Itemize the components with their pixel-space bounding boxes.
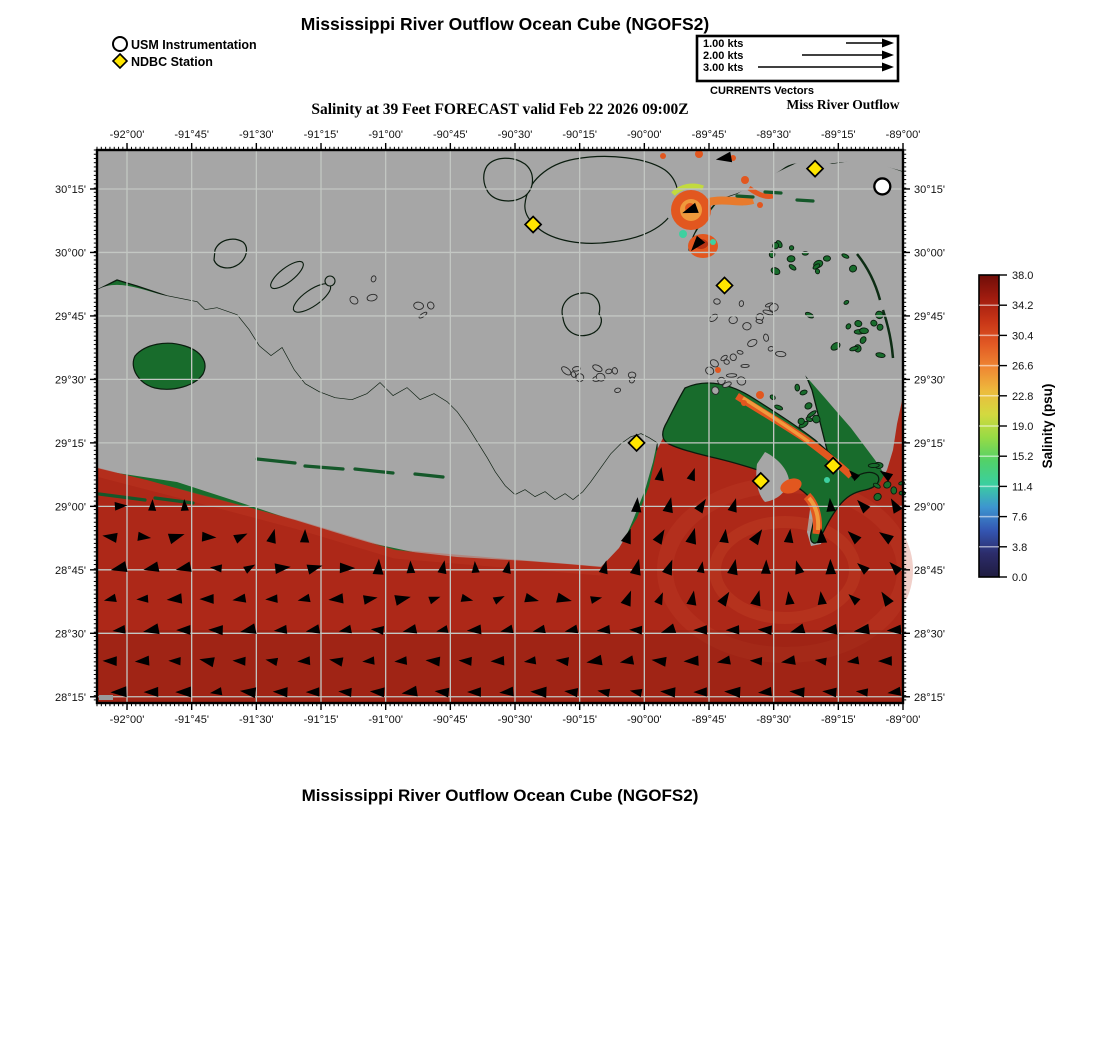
svg-text:28°15': 28°15' (55, 691, 86, 704)
svg-text:-89°00': -89°00' (885, 129, 921, 141)
svg-text:-89°15': -89°15' (821, 714, 856, 726)
svg-text:-91°45': -91°45' (174, 129, 209, 141)
svg-text:0.0: 0.0 (1012, 572, 1028, 584)
vector-row-1-label: 1.00 kts (703, 38, 744, 50)
svg-text:-90°00': -90°00' (627, 129, 662, 141)
svg-text:30°00': 30°00' (55, 247, 86, 260)
usm-legend-label: USM Instrumentation (131, 38, 257, 52)
currents-vector-legend (697, 36, 898, 97)
svg-text:15.2: 15.2 (1012, 451, 1034, 464)
svg-text:-89°00': -89°00' (885, 714, 921, 726)
svg-text:38.0: 38.0 (1012, 270, 1034, 282)
svg-text:19.0: 19.0 (1012, 421, 1034, 433)
page-title: Mississippi River Outflow Ocean Cube (NGOFS2) (300, 14, 710, 34)
svg-text:-90°30': -90°30' (497, 129, 533, 141)
svg-text:-89°15': -89°15' (821, 129, 856, 141)
svg-text:29°30': 29°30' (55, 374, 86, 387)
svg-text:30°15': 30°15' (914, 183, 945, 196)
svg-text:34.2: 34.2 (1012, 300, 1034, 313)
svg-text:-89°45': -89°45' (691, 714, 727, 726)
svg-text:-91°15': -91°15' (303, 714, 339, 726)
svg-text:29°45': 29°45' (55, 310, 86, 323)
ndbc-diamond-icon (113, 54, 127, 68)
svg-text:29°30': 29°30' (914, 374, 945, 387)
svg-text:-91°30': -91°30' (239, 714, 274, 726)
svg-text:28°30': 28°30' (914, 628, 945, 641)
svg-text:28°15': 28°15' (914, 691, 945, 704)
footer-title: Mississippi River Outflow Ocean Cube (NGOFS2) (301, 786, 699, 805)
svg-text:-90°00': -90°00' (627, 714, 662, 726)
map-area (55, 129, 945, 726)
svg-text:-90°45': -90°45' (433, 129, 468, 141)
svg-text:22.8: 22.8 (1012, 390, 1034, 403)
svg-text:-91°00': -91°00' (368, 714, 403, 726)
svg-text:28°30': 28°30' (55, 628, 86, 641)
ndbc-legend-label: NDBC Station (131, 55, 213, 69)
svg-text:-92°00': -92°00' (109, 714, 145, 726)
svg-text:-90°30': -90°30' (497, 714, 533, 726)
svg-text:-89°30': -89°30' (756, 129, 791, 141)
region-label: Miss River Outflow (786, 97, 900, 112)
svg-text:-92°00': -92°00' (109, 129, 145, 141)
usm-circle-icon (113, 37, 127, 51)
svg-text:29°15': 29°15' (55, 437, 86, 450)
svg-text:29°15': 29°15' (914, 437, 945, 450)
svg-text:-91°45': -91°45' (174, 714, 209, 726)
vector-row-3-label: 3.00 kts (703, 62, 744, 74)
lake-salvador (562, 293, 601, 336)
svg-text:28°45': 28°45' (55, 564, 86, 577)
subtitle: Salinity at 39 Feet FORECAST valid Feb 22 2026 09:00Z (311, 101, 689, 118)
svg-text:30°00': 30°00' (914, 247, 945, 260)
svg-text:-90°15': -90°15' (562, 129, 597, 141)
svg-text:-89°30': -89°30' (756, 714, 791, 726)
station-legend (113, 37, 257, 69)
svg-text:-90°45': -90°45' (433, 714, 468, 726)
svg-text:-90°15': -90°15' (562, 714, 597, 726)
svg-text:-91°00': -91°00' (368, 129, 403, 141)
colorbar (979, 270, 1033, 584)
lake-maurepas (484, 158, 533, 201)
svg-text:3.8: 3.8 (1012, 541, 1028, 554)
svg-text:29°00': 29°00' (914, 501, 945, 514)
svg-text:28°45': 28°45' (914, 564, 945, 577)
marsh-island (133, 343, 205, 389)
usm-instrument-marker (874, 178, 890, 194)
svg-text:29°45': 29°45' (914, 310, 945, 323)
svg-text:-91°30': -91°30' (239, 129, 274, 141)
colorbar-axis-label: Salinity (psu) (1040, 383, 1055, 469)
currents-caption: CURRENTS Vectors (710, 85, 814, 97)
svg-text:29°00': 29°00' (55, 501, 86, 514)
svg-text:11.4: 11.4 (1012, 481, 1033, 494)
svg-text:30.4: 30.4 (1012, 330, 1034, 343)
svg-text:-89°45': -89°45' (691, 129, 727, 141)
vector-row-2-label: 2.00 kts (703, 50, 744, 62)
scale-artifact (99, 695, 113, 700)
svg-text:26.6: 26.6 (1012, 360, 1034, 373)
svg-text:30°15': 30°15' (55, 183, 86, 196)
svg-text:-91°15': -91°15' (303, 129, 339, 141)
svg-text:7.6: 7.6 (1012, 511, 1028, 524)
